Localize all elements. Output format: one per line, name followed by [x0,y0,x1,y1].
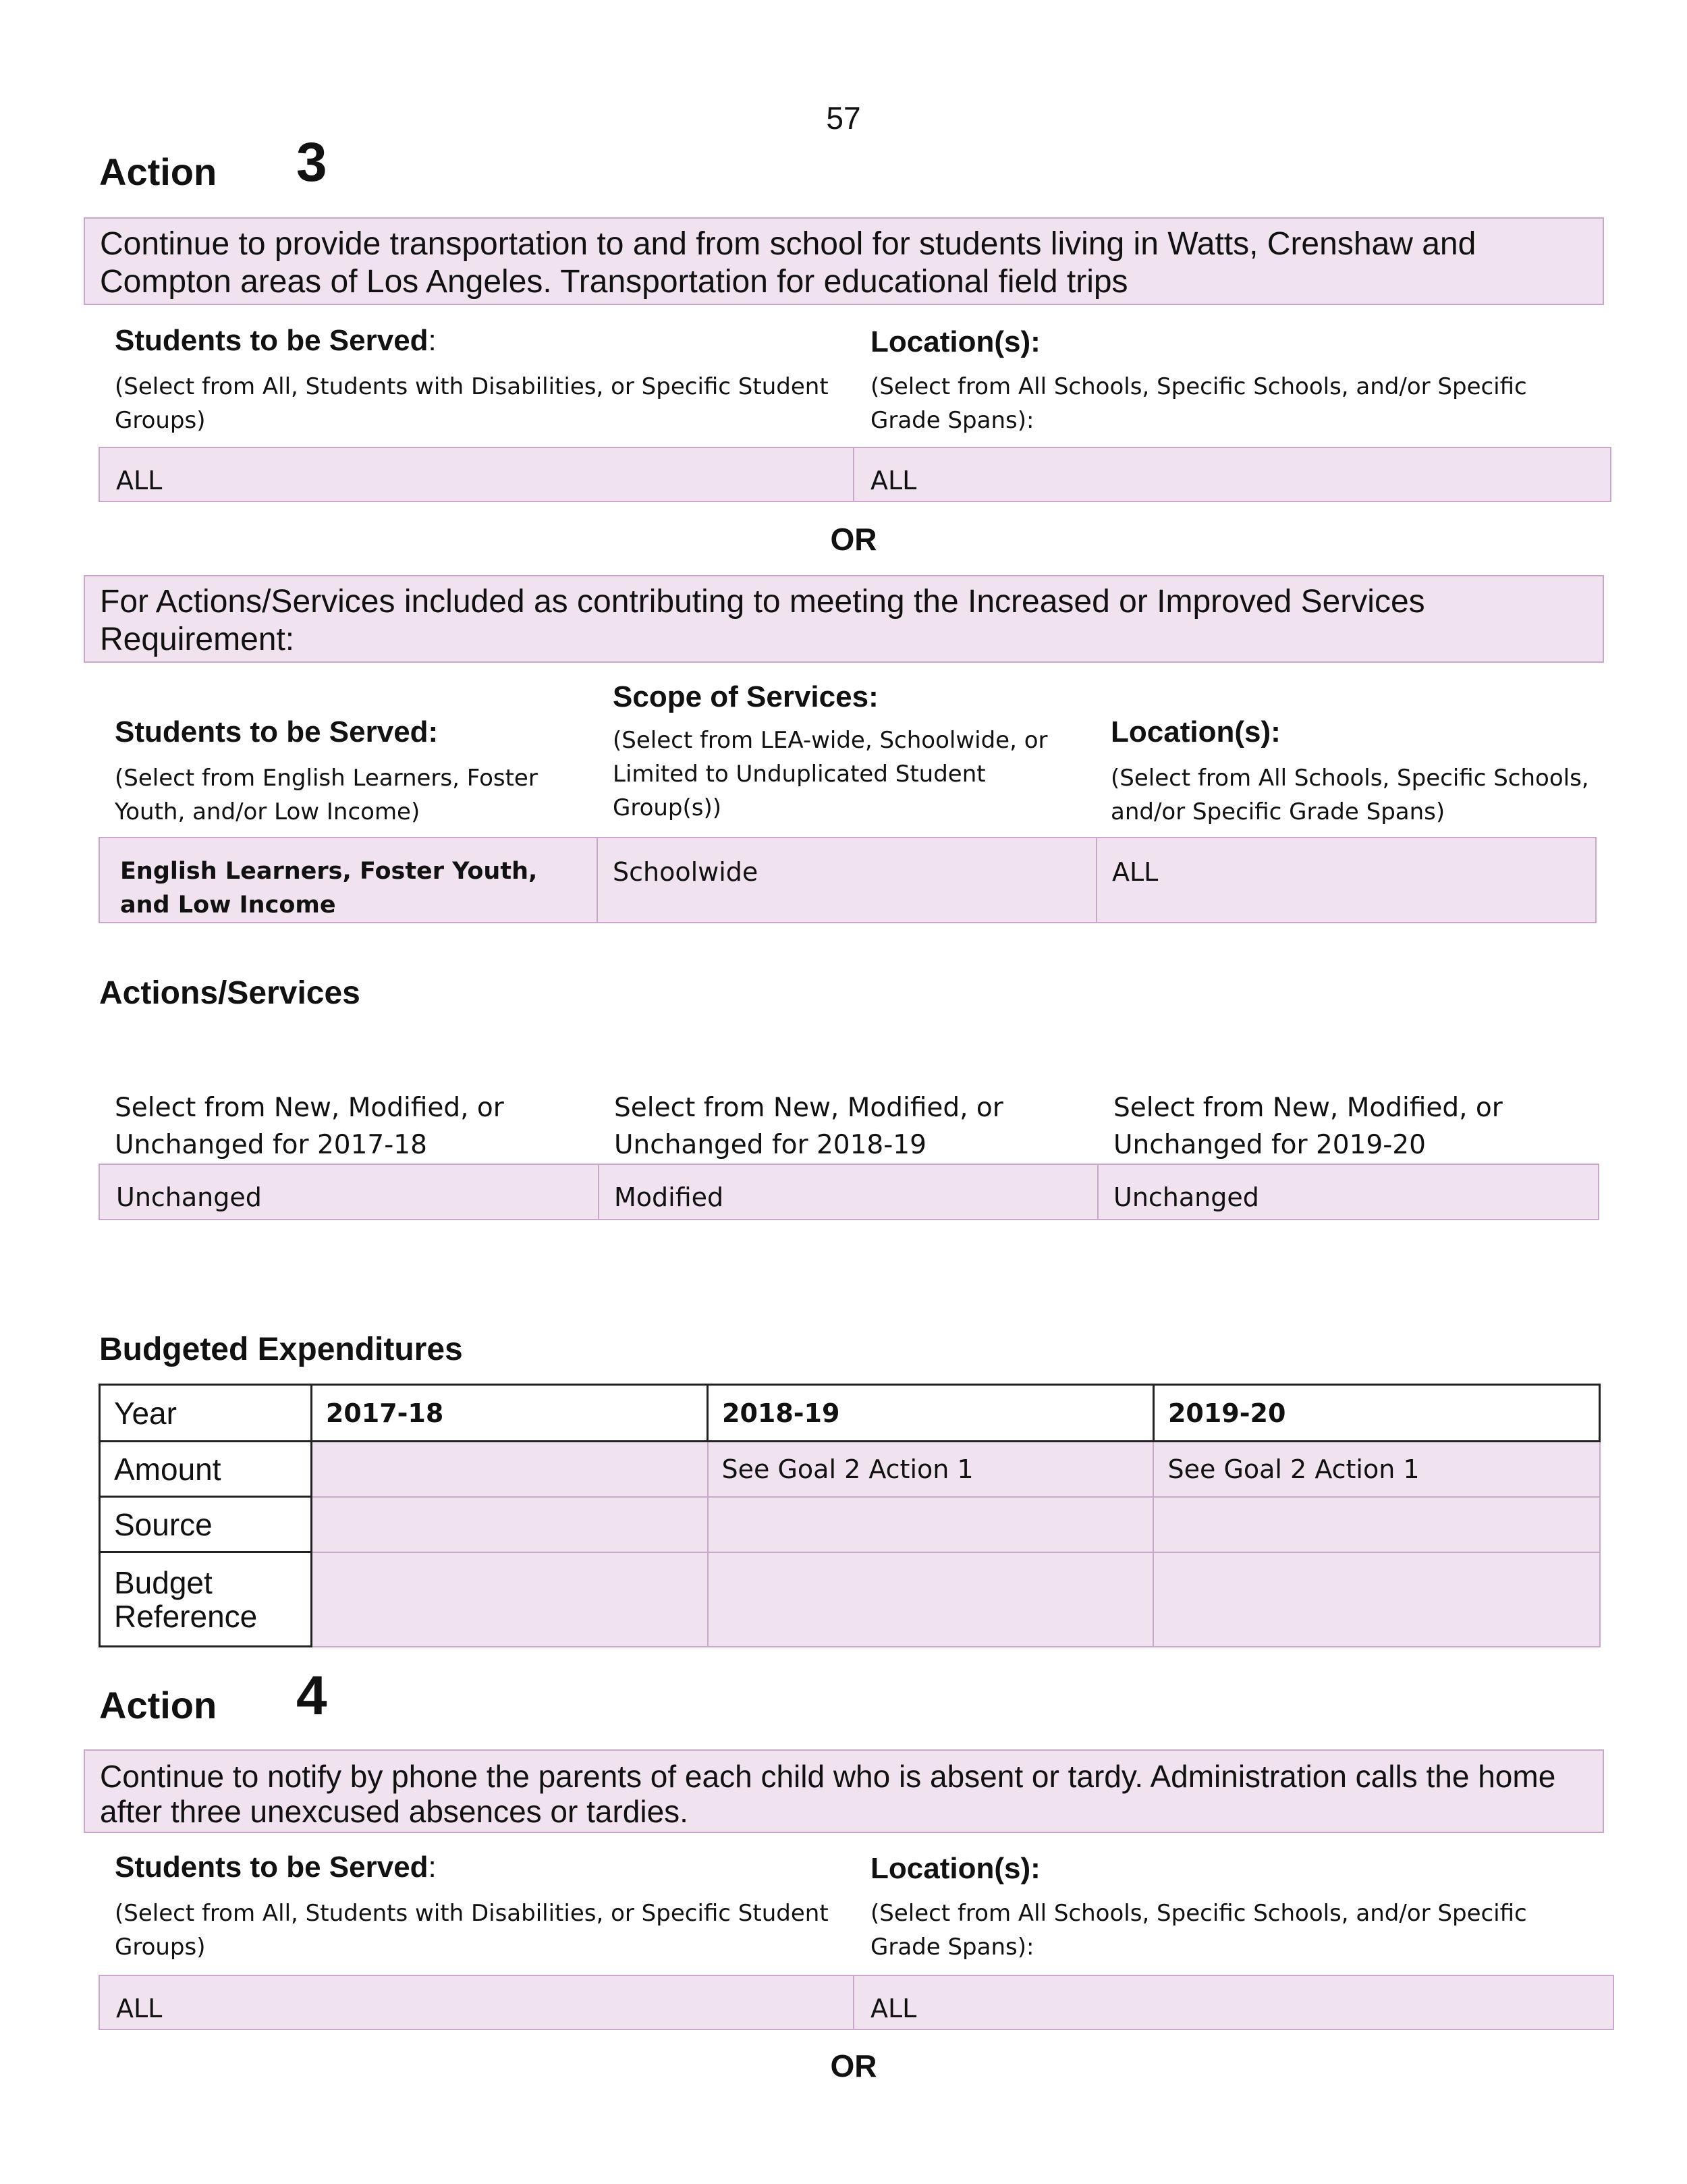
as-value-2018: Modified [614,1182,724,1212]
action-4-students-header: Students to be Served: (Select from All, Students with Disabilities, or Specific Student Groups) [115,1851,844,1964]
amount-2017[interactable] [311,1442,707,1497]
or-divider: OR [830,2048,877,2083]
page-number: 57 [826,101,861,136]
location-value: ALL [870,466,917,495]
budget-row-year [100,1385,1600,1442]
reference-2019[interactable] [1153,1552,1599,1647]
source-2017[interactable] [311,1497,707,1552]
budget-reference-label: Budget Reference [100,1552,312,1647]
contrib-students-hint: (Select from English Learners, Foster Youth, and/or Low Income) [115,765,538,825]
action-4-location-value-cell[interactable] [853,1975,1614,2030]
source-2018[interactable] [708,1497,1154,1552]
contrib-students-value: English Learners, Foster Youth, and Low Income [120,858,538,919]
scope-hint: (Select from LEA-wide, Schoolwide, or Limited to Unduplicated Student Group(s)) [613,727,1048,821]
action-label: Action [99,151,217,193]
as-value-2019-cell[interactable] [1097,1164,1599,1220]
actions-services-heading: Actions/Services [99,975,360,1011]
as-value-2018-cell[interactable] [598,1164,1099,1220]
action-4-description: Continue to notify by phone the parents of each child who is absent or tardy. Administration calls the home after three unexcused absences or tardies. [100,1759,1556,1829]
students-hint: (Select from All, Students with Disabilities, or Specific Student Groups) [115,1900,829,1961]
action-number: 4 [296,1665,327,1726]
action-label: Action [99,1684,217,1726]
action-4-location-header [870,1852,1599,1964]
contrib-location-heading: Location(s): [1111,715,1281,748]
budget-table [99,1384,1601,1647]
budget-heading: Budgeted Expenditures [99,1332,463,1367]
contributing-box [84,575,1604,663]
amount-label: Amount [100,1442,312,1497]
or-divider: OR [830,522,877,557]
action-4-students-value-cell[interactable] [99,1975,854,2030]
contributing-text: For Actions/Services included as contributing to meeting the Increased or Improved Services Requirement: [100,584,1425,657]
students-value: ALL [116,1994,163,2023]
amount-2018[interactable]: See Goal 2 Action 1 [708,1442,1154,1497]
contrib-scope-header [613,680,1085,825]
location-heading: Location(s): [870,1852,1041,1885]
action-3-description: Continue to provide transportation to and from school for students living in Watts, Crenshaw and Compton areas of Los Angeles. Transportation for educational field trips [100,226,1476,300]
contrib-location-value-cell[interactable] [1096,837,1597,923]
action-3-students-value-cell[interactable] [99,447,854,502]
location-hint: (Select from All Schools, Specific Schools, and/or Specific Grade Spans): [870,1900,1527,1961]
budget-row-source [100,1497,1600,1552]
action-3-students-header: Students to be Served: (Select from All, Students with Disabilities, or Specific Student Groups) [115,324,844,437]
contrib-students-value-cell[interactable] [99,837,598,923]
contrib-location-value: ALL [1112,857,1159,887]
contrib-scope-value-cell[interactable] [597,837,1097,923]
location-heading: Location(s): [870,325,1041,358]
contrib-location-hint: (Select from All Schools, Specific Schools, and/or Specific Grade Spans) [1111,765,1589,825]
as-hint-2017: Select from New, Modified, or Unchanged for 2017-18 [115,1093,504,1160]
action-3-location-value-cell[interactable] [853,447,1611,502]
action-4-heading [99,1665,327,1727]
students-value: ALL [116,466,163,495]
students-hint: (Select from All, Students with Disabilities, or Specific Student Groups) [115,373,829,434]
students-heading: Students to be Served [115,324,428,357]
location-value: ALL [870,1994,917,2023]
as-hint-2019: Select from New, Modified, or Unchanged for 2019-20 [1113,1093,1503,1160]
scope-heading: Scope of Services: [613,680,879,713]
action-4-description-box[interactable] [84,1749,1604,1833]
reference-2017[interactable] [311,1552,707,1647]
students-heading: Students to be Served [115,1851,428,1884]
contrib-location-header [1111,715,1597,829]
location-hint: (Select from All Schools, Specific Schools, and/or Specific Grade Spans): [870,373,1527,434]
action-number: 3 [296,132,327,193]
scope-value: Schoolwide [613,857,758,887]
action-3-location-header [870,325,1599,437]
budget-row-reference [100,1552,1600,1647]
as-hint-2018: Select from New, Modified, or Unchanged for 2018-19 [614,1093,1003,1160]
year-2018: 2018-19 [708,1385,1154,1442]
reference-2018[interactable] [708,1552,1154,1647]
year-label: Year [100,1385,312,1442]
budget-row-amount [100,1442,1600,1497]
as-value-2019: Unchanged [1113,1182,1259,1212]
year-2019: 2019-20 [1153,1385,1599,1442]
source-label: Source [100,1497,312,1552]
action-3-heading [99,132,327,194]
contrib-students-header [115,715,587,829]
as-value-2017-cell[interactable] [99,1164,599,1220]
as-value-2017: Unchanged [116,1182,262,1212]
source-2019[interactable] [1153,1497,1599,1552]
action-3-description-box[interactable] [84,217,1604,305]
amount-2019[interactable]: See Goal 2 Action 1 [1153,1442,1599,1497]
contrib-students-heading: Students to be Served: [115,715,439,748]
year-2017: 2017-18 [311,1385,707,1442]
